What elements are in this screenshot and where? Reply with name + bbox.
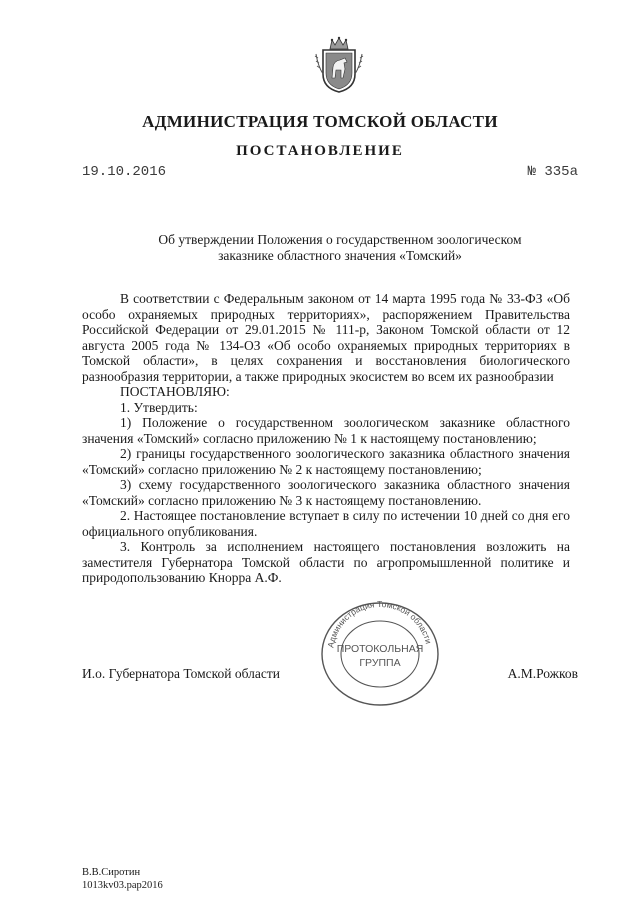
item-2: 2. Настоящее постановление вступает в силу по истечении 10 дней со дня его официального опубликования. (82, 508, 570, 539)
document-subject (110, 232, 570, 264)
document-date: 19.10.2016 (82, 164, 167, 180)
executor-note (82, 866, 163, 892)
organization-name: АДМИНИСТРАЦИЯ ТОМСКОЙ ОБЛАСТИ (142, 112, 498, 131)
document-body (82, 291, 570, 586)
item-3: 3. Контроль за исполнением настоящего постановления возложить на заместителя Губернатора Томской области по агропромышленной политике и природопользованию Кнорра А.Ф. (82, 539, 570, 585)
subject-line-1: Об утверждении Положения о государственном зоологическом (158, 232, 522, 247)
item-1-2: 2) границы государственного зоологического заказника областного значения «Томский» согласно приложению № 2 к настоящему постановлению; (82, 446, 570, 477)
decree-word: ПОСТАНОВЛЯЮ: (120, 384, 230, 399)
signatory-name: А.М.Рожков (507, 666, 578, 681)
item-1-1: 1) Положение о государственном зоологическом заказнике областного значения «Томский» согласно приложению № 1 к настоящему постановлению; (82, 415, 570, 446)
executor-name: В.В.Сиротин (82, 867, 141, 878)
document-type: ПОСТАНОВЛЕНИЕ (236, 143, 404, 159)
stamp-ring-text: Администрация Томской области (325, 600, 434, 649)
executor-file: 1013kv03.pap2016 (82, 880, 163, 891)
item-1: 1. Утвердить: (120, 399, 198, 415)
subject-line-2: заказнике областного значения «Томский» (218, 248, 462, 263)
protocol-stamp (318, 600, 442, 708)
signatory-position: И.о. Губернатора Томской области (82, 666, 280, 681)
item-1-3: 3) схему государственного зоологического заказника областного значения «Томский» согласно приложению № 3 к настоящему постановлению. (82, 477, 570, 508)
preamble-paragraph: В соответствии с Федеральным законом от 14 марта 1995 года № 33-ФЗ «Об особо охраняемых природных территориях», распоряжением Правительства Российской Федерации от 29.01.2015 № 111-р, Законом Томской области от 12 августа 2005 года № 134-ОЗ «Об особо охраняемых природных территориях в Томской области», в целях сохранения и восстановления биологического разнообразия территории, а также природных экосистем во всем их разнообразии (82, 291, 570, 384)
stamp-center-line-2: ГРУППА (359, 657, 401, 669)
document-number: № 335а (527, 164, 578, 180)
stamp-center-line-1: ПРОТОКОЛЬНАЯ (336, 643, 424, 655)
coat-of-arms-icon (314, 36, 364, 94)
